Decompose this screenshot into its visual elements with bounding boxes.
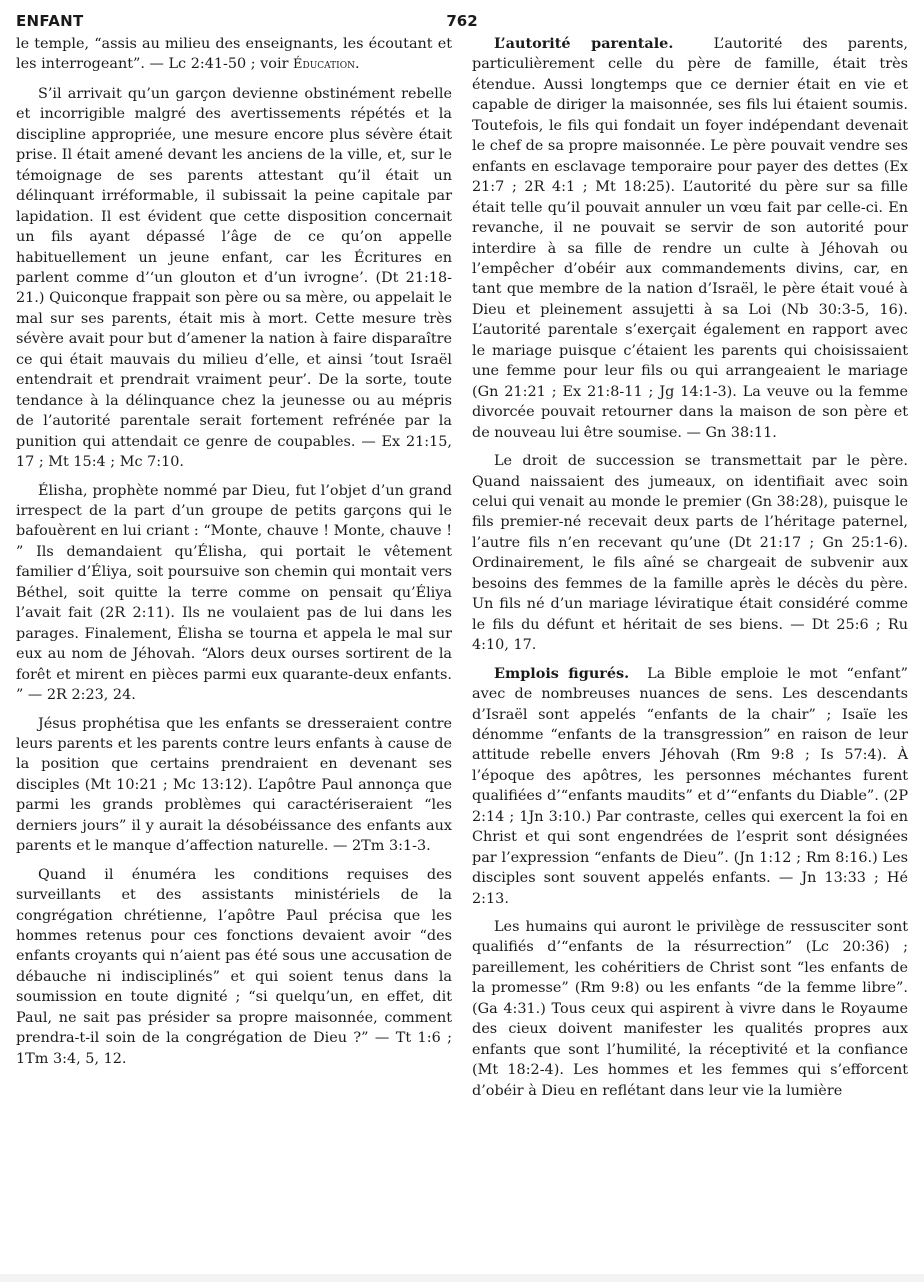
paragraph-text: le temple, “assis au milieu des enseignants, les écoutant et les interrogeant”. — Lc 2:41-50 ; voir [16, 36, 452, 73]
paragraph: Élisha, prophète nommé par Dieu, fut l’objet d’un grand irrespect de la part d’un groupe de petits garçons qui le bafouèrent en lui criant : “Monte, chauve ! Monte, chauve ! ” Ils demandaient qu’Élisha, qui portait le vêtement familier d’Éliya, soit poursuive son chemin qui montait vers Béthel, soit quitte la terre comme on pensait qu’Éliya l’avait fait (2R 2:11). Ils ne voulaient pas de lui dans les parages. Finalement, Élisha se tourna et appela le mal sur eux au nom de Jéhovah. “Alors deux ourses sortirent de la forêt et mirent en pièces parmi eux quarante-deux enfants. ” — 2R 2:23, 24. [16, 482, 452, 704]
left-column [16, 34, 452, 1077]
section-paragraph [472, 34, 908, 443]
section-heading: L’autorité parentale. [494, 35, 674, 52]
paragraph-text: La Bible emploie le mot “enfant” avec de nombreuses nuances de sens. Les descendants d’Israël sont appelés “enfants de la chair” ; Isaïe les dénomme “enfants de la transgression” en raison de leur attitude rebelle envers Jéhovah (Rm 9:8 ; Is 57:4). À l’époque des apôtres, les personnes méchantes furent qualifiées d’“enfants maudits” et d’“enfants du Diable”. (2P 2:14 ; 1Jn 3:10.) Par contraste, celles qui exercent la foi en Christ et qui sont engendrées de l’esprit sont désignées par l’expression “enfants de Dieu”. (Jn 1:12 ; Rm 8:16.) Les disciples sont souvent appelés enfants. — Jn 13:33 ; Hé 2:13. [472, 665, 908, 907]
paragraph: Quand il énuméra les conditions requises des surveillants et des assistants ministériels de la congrégation chrétienne, l’apôtre Paul précisa que les hommes retenus pour ces fonctions devaient avoir “des enfants croyants qui n’aient pas été sous une accusation de débauche ni indisciplinés” et qui soient tenus dans la soumission en toute dignité ; “si quelqu’un, en effet, dit Paul, ne sait pas présider sa propre maisonnée, comment prendra-t-il soin de la congrégation de Dieu ?” — Tt 1:6 ; 1Tm 3:4, 5, 12. [16, 866, 452, 1067]
section-paragraph [472, 664, 908, 909]
paragraph: Les humains qui auront le privilège de ressusciter sont qualifiés d’“enfants de la résurrection” (Lc 20:36) ; pareillement, les cohéritiers de Christ sont “les enfants de la promesse” (Rm 9:8) ou les enfants “de la femme libre”. (Ga 4:31.) Tous ceux qui aspirent à vivre dans le Royaume des cieux doivent manifester les qualités propres aux enfants que sont l’humilité, la réceptivité et la confiance (Mt 18:2-4). Les hommes et les femmes qui s’efforcent d’obéir à Dieu en reflétant dans leur vie la lumière [472, 919, 908, 1099]
paragraph: Le droit de succession se transmettait par le père. Quand naissaient des jumeaux, on identifiait avec soin celui qui venait au monde le premier (Gn 38:28), puisque le fils premier-né recevait deux parts de l’héritage paternel, l’autre fils n’en recevant qu’une (Dt 21:17 ; Gn 25:1-6). Ordinairement, le fils aîné se chargeait de subvenir aux besoins des femmes de la famille après le décès du père. Un fils né d’un mariage léviratique était considéré comme le fils du défunt et héritait de ses biens. — Dt 25:6 ; Ru 4:10, 17. [472, 453, 908, 654]
section-heading: Emplois figurés. [494, 664, 630, 682]
entry-word: ENFANT [16, 12, 84, 30]
paragraph: Jésus prophétisa que les enfants se dresseraient contre leurs parents et les parents contre leurs enfants à cause de la position que certains prendraient en devenant ses disciples (Mt 10:21 ; Mc 13:12). L’apôtre Paul annonça que parmi les grands problèmes qui caractériseraient “les derniers jours” il y aurait la désobéissance des enfants aux parents et le manque d’affection naturelle. — 2Tm 3:1-3. [16, 715, 452, 855]
page-header [16, 12, 908, 36]
paragraph-text: L’autorité des parents, particulièrement celle du père de famille, était très étendue. Aussi longtemps que ce dernier était en vie et capable de diriger la maisonnée, ses fils lui étaient soumis. Toutefois, le fils qui fondait un foyer indépendant devenait le chef de sa propre maisonnée. Le père pouvait vendre ses enfants en esclavage temporaire pour payer des dettes (Ex 21:7 ; 2R 4:1 ; Mt 18:25). L’autorité du père sur sa fille était telle qu’il pouvait annuler un vœu fait par celle-ci. En revanche, il ne pouvait se servir de son autorité pour interdire à sa fille de rendre un culte à Jéhovah ou l’empêcher d’obéir aux commandements divins, car, en tant que membre de la nation d’Israël, le père était voué à Dieu et pleinement assujetti à sa Loi (Nb 30:3-5, 16). L’autorité parentale s’exerçait également en rapport avec le mariage puisque c’étaient les parents qui choisissaient une femme pour leur fils ou qui arrangeaient le mariage (Gn 21:21 ; Ex 21:8-11 ; Jg 14:1-3). La veuve ou la femme divorcée pouvait retourner dans la maison de son père et de nouveau lui être soumise. — Gn 38:11. [472, 36, 908, 441]
right-column [472, 34, 908, 1109]
paragraph: S’il arrivait qu’un garçon devienne obstinément rebelle et incorrigible malgré des avertissements répétés et la discipline appropriée, une mesure encore plus sévère était prise. Il était amené devant les anciens de la ville, et, sur le témoignage de ses parents attestant qu’il était un délinquant irréformable, il subissait la peine capitale par lapidation. Il est évident que cette disposition concernait un fils ayant dépassé l’âge de ce qu’on appelle habituellement un jeune enfant, car les Écritures en parlent comme d’‘un glouton et d’un ivrogne’. (Dt 21:18-21.) Quiconque frappait son père ou sa mère, ou appelait le mal sur ses parents, était mis à mort. Cette mesure très sévère avait pour but d’amener la nation à faire disparaître ce qui était mauvais du milieu d’elle, et ainsi ’tout Israël entendrait et prendrait vraiment peur’. De la sorte, toute tendance à la délinquance chez la jeunesse ou au mépris de l’autorité parentale serait fortement refrénée par la punition qui attendait ce genre de coupables. — Ex 21:15, 17 ; Mt 15:4 ; Mc 7:10. [16, 85, 452, 471]
cross-reference-link[interactable]: Éducation [293, 57, 355, 73]
page-bottom-edge [0, 1274, 924, 1282]
paragraph [16, 34, 452, 76]
punctuation: . [355, 56, 360, 73]
page-number: 762 [446, 12, 478, 30]
